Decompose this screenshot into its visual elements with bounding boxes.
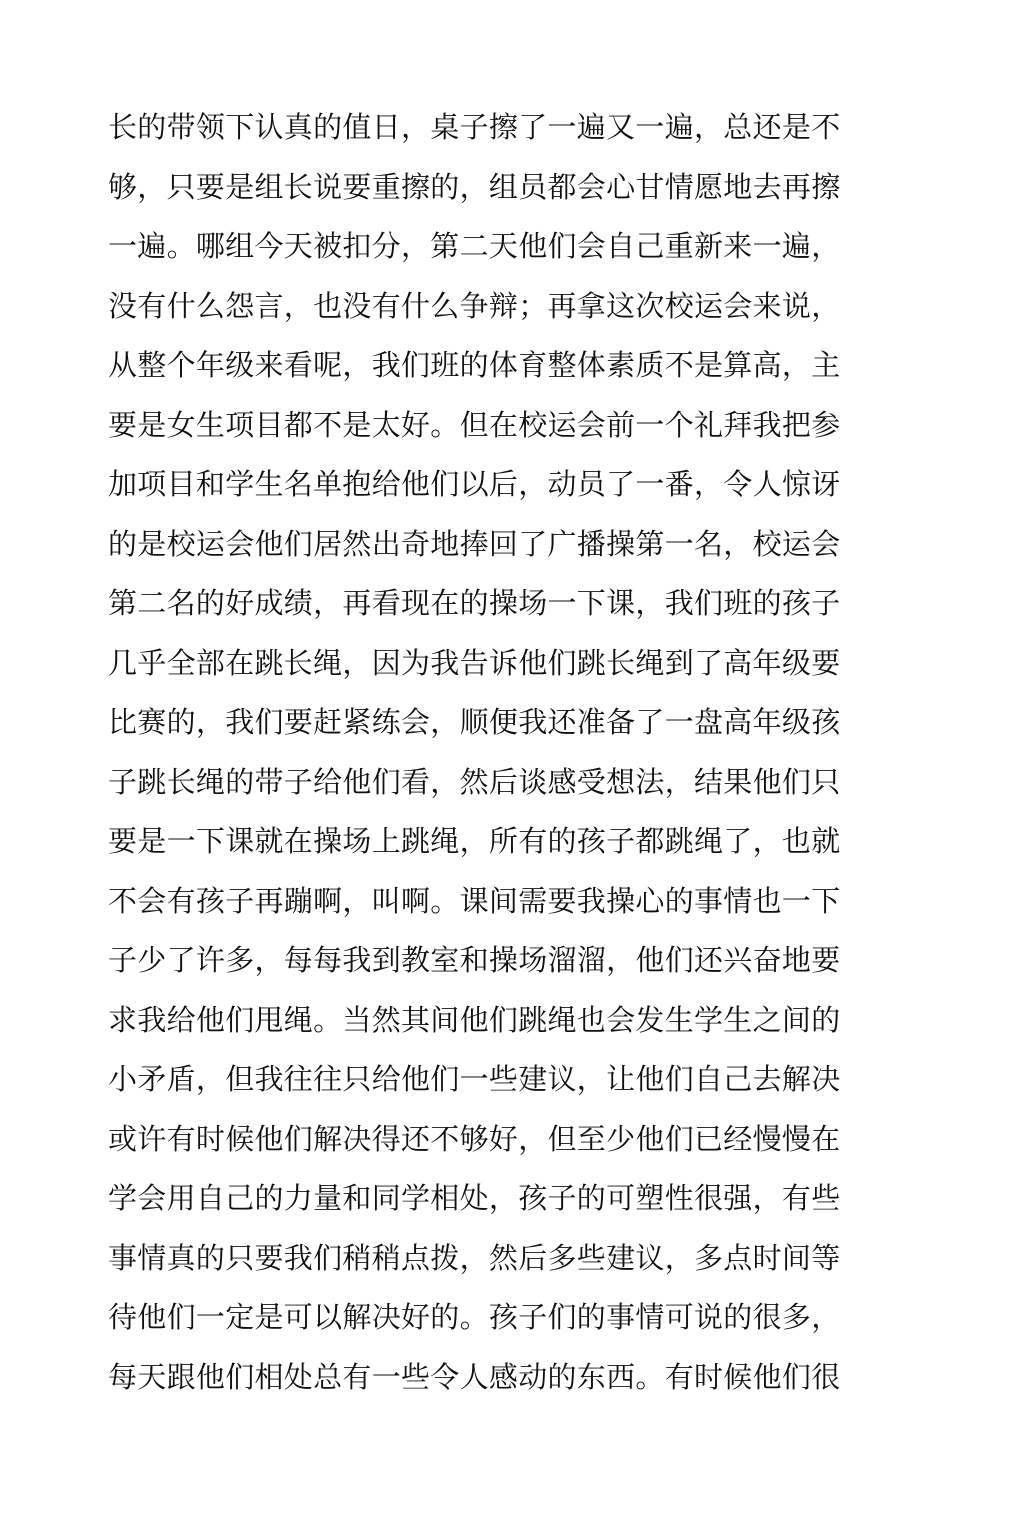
text-line: 够，只要是组长说要重擦的，组员都会心甘情愿地去再擦	[108, 169, 841, 204]
text-line: 求我给他们甩绳。当然其间他们跳绳也会发生学生之间的	[108, 1002, 841, 1037]
text-line: 的是校运会他们居然出奇地捧回了广播操第一名，校运会	[108, 526, 841, 561]
text-line: 学会用自己的力量和同学相处，孩子的可塑性很强，有些	[108, 1181, 841, 1215]
text-line: 第二名的好成绩，再看现在的操场一下课，我们班的孩子	[108, 586, 841, 620]
text-line: 没有什么怨言，也没有什么争辩；再拿这次校运会来说，	[108, 288, 841, 323]
text-line: 要是女生项目都不是太好。但在校运会前一个礼拜我把参	[108, 407, 841, 442]
text-line: 小矛盾，但我往往只给他们一些建议，让他们自己去解决	[108, 1062, 841, 1096]
text-line: 待他们一定是可以解决好的。孩子们的事情可说的很多，	[108, 1300, 841, 1334]
text-line: 或许有时候他们解决得还不够好，但至少他们已经慢慢在	[108, 1121, 841, 1156]
body-text	[108, 98, 868, 1407]
text-line: 比赛的，我们要赶紧练会，顺便我还准备了一盘高年级孩	[108, 705, 841, 739]
text-line: 几乎全部在跳长绳，因为我告诉他们跳长绳到了高年级要	[108, 645, 841, 680]
text-line: 每天跟他们相处总有一些令人感动的东西。有时候他们很	[108, 1359, 841, 1394]
text-line: 加项目和学生名单抱给他们以后，动员了一番，令人惊讶	[108, 467, 841, 501]
text-line: 事情真的只要我们稍稍点拨，然后多些建议，多点时间等	[108, 1240, 841, 1275]
text-line: 从整个年级来看呢，我们班的体育整体素质不是算高，主	[108, 348, 841, 382]
text-line: 一遍。哪组今天被扣分，第二天他们会自己重新来一遍，	[108, 229, 841, 263]
text-line: 子少了许多，每每我到教室和操场溜溜，他们还兴奋地要	[108, 943, 841, 977]
text-line: 要是一下课就在操场上跳绳，所有的孩子都跳绳了，也就	[108, 824, 841, 858]
text-line: 长的带领下认真的值日，桌子擦了一遍又一遍，总还是不	[108, 110, 841, 144]
text-line: 子跳长绳的带子给他们看，然后谈感受想法，结果他们只	[108, 764, 841, 799]
text-line: 不会有孩子再蹦啊，叫啊。课间需要我操心的事情也一下	[108, 883, 841, 918]
